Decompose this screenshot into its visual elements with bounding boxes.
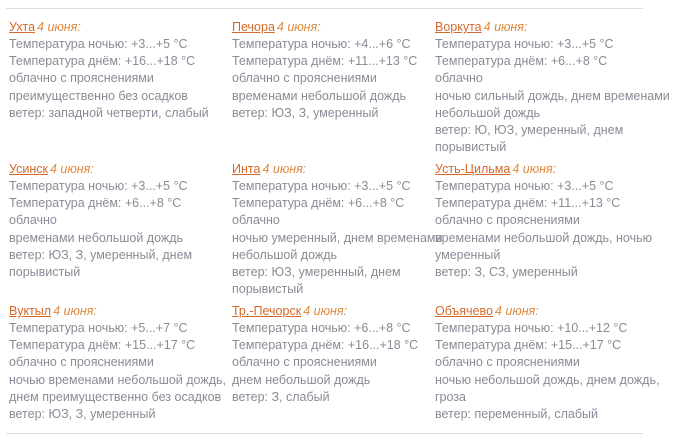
forecast-detail-line: облачно с прояснениями [435,355,580,370]
forecast-detail-line: Температура ночью: +3...+5 °C [435,37,614,51]
forecast-heading [9,303,221,320]
forecast-detail-line: облачно с прояснениями [435,213,580,228]
forecast-detail-line: ветер: переменный, слабый [435,407,598,422]
forecast-grid [0,19,678,445]
forecast-detail-line: облачно с прояснениями [232,71,377,86]
forecast-detail-line: ветер: З, слабый [232,389,330,404]
forecast-cell [0,19,221,161]
forecast-detail-line: порывистый [9,265,81,280]
forecast-heading [435,161,678,178]
forecast-detail-line: Температура днём: +15...+17 °C [9,338,196,353]
forecast-date: 4 июня: [262,162,307,176]
forecast-detail-line: Температура ночью: +4...+6 °C [232,37,411,51]
forecast-detail-line: ночью временами небольшой дождь, [9,372,226,387]
forecast-heading [9,19,221,36]
forecast-date: 4 июня: [512,162,557,176]
forecast-detail-line: Температура днём: +16...+18 °C [232,338,419,353]
city-link[interactable]: Усинск [9,162,48,176]
forecast-detail-line: Температура ночью: +3...+5 °C [9,37,188,51]
forecast-cell [221,303,430,445]
forecast-detail-line: ночью небольшой дождь, днем дождь, [435,372,660,387]
forecast-heading [232,303,430,320]
forecast-detail-line: Температура днём: +6...+8 °C [232,196,405,211]
forecast-detail-line: Температура ночью: +10...+12 °C [435,321,628,335]
forecast-detail-line: умеренный [435,247,501,262]
forecast-detail-line: преимущественно без осадков [9,88,188,103]
forecast-cell [0,303,226,445]
city-link[interactable]: Ухта [9,20,36,34]
city-link[interactable]: Тр.-Печорск [232,304,302,318]
city-link[interactable]: Инта [232,162,261,176]
top-divider [6,8,643,9]
forecast-cell [0,161,221,303]
forecast-detail-line: Температура днём: +11...+13 °C [435,196,621,211]
forecast-cell [221,161,443,303]
forecast-detail-line: Температура днём: +11...+13 °C [232,54,418,69]
forecast-detail-line: облачно [232,213,280,228]
forecast-detail-line: небольшой дождь [435,105,541,120]
forecast-detail-line: облачно с прояснениями [9,71,154,86]
forecast-detail-line: Температура днём: +6...+8 °C [435,54,608,69]
forecast-detail-line: ветер: западной четверти, слабый [9,105,209,120]
forecast-detail-line: Температура днём: +6...+8 °C [9,196,182,211]
forecast-detail-line: облачно с прояснениями [232,355,377,370]
forecast-date: 4 июня: [494,304,539,318]
forecast-detail-line: облачно [9,213,57,228]
forecast-date: 4 июня: [276,20,321,34]
forecast-detail-line: Температура ночью: +3...+5 °C [232,179,411,193]
forecast-detail-line: облачно [435,71,483,86]
forecast-date: 4 июня: [483,20,528,34]
forecast-heading [232,19,430,36]
forecast-detail-line: временами небольшой дождь [9,230,184,245]
forecast-heading [435,303,678,320]
forecast-detail-line: ветер: Ю, ЮЗ, умеренный, днем [435,123,624,138]
forecast-heading [9,161,221,178]
forecast-cell [221,19,430,161]
forecast-detail-line: днем преимущественно без осадков [9,389,222,404]
city-link[interactable]: Печора [232,20,275,34]
forecast-detail-line: Температура ночью: +3...+5 °C [435,179,614,193]
forecast-detail-line: ветер: ЮЗ, умеренный, днем [232,265,401,280]
forecast-detail-line: ветер: ЮЗ, З, умеренный, днем [9,247,193,262]
forecast-detail-line: ночью умеренный, днем временами [232,230,443,245]
forecast-detail-line: ветер: З, СЗ, умеренный [435,265,578,280]
forecast-cell [430,303,678,445]
city-link[interactable]: Объячево [435,304,493,318]
forecast-detail-line: Температура ночью: +3...+5 °C [9,179,188,193]
forecast-detail-line: ветер: ЮЗ, З, умеренный [9,407,156,422]
city-link[interactable]: Вуктыл [9,304,52,318]
forecast-detail-line: ветер: ЮЗ, З, умеренный [232,105,379,120]
forecast-detail-line: небольшой дождь [232,247,338,262]
forecast-heading [435,19,678,36]
forecast-detail-line: временами небольшой дождь, ночью [435,230,652,245]
forecast-detail-line: ночью сильный дождь, днем временами [435,88,670,103]
forecast-date: 4 июня: [49,162,94,176]
forecast-detail-line: Температура ночью: +5...+7 °C [9,321,188,335]
forecast-detail-line: порывистый [232,282,304,297]
forecast-detail-line: временами небольшой дождь [232,88,407,103]
forecast-detail-line: Температура днём: +15...+17 °C [435,338,622,353]
forecast-date: 4 июня: [303,304,347,318]
forecast-heading [232,161,430,178]
forecast-cell [430,19,678,161]
forecast-detail-line: днем небольшой дождь [232,372,371,387]
city-link[interactable]: Воркута [435,20,482,34]
forecast-detail-line: порывистый [435,140,507,155]
forecast-detail-line: гроза [435,389,467,404]
forecast-cell [430,161,678,303]
forecast-detail-line: Температура днём: +16...+18 °C [9,54,196,69]
city-link[interactable]: Усть-Цильма [435,162,511,176]
forecast-date: 4 июня: [53,304,97,318]
bottom-divider [6,433,643,434]
forecast-date: 4 июня: [37,20,81,34]
forecast-detail-line: облачно с прояснениями [9,355,154,370]
forecast-detail-line: Температура ночью: +6...+8 °C [232,321,411,335]
